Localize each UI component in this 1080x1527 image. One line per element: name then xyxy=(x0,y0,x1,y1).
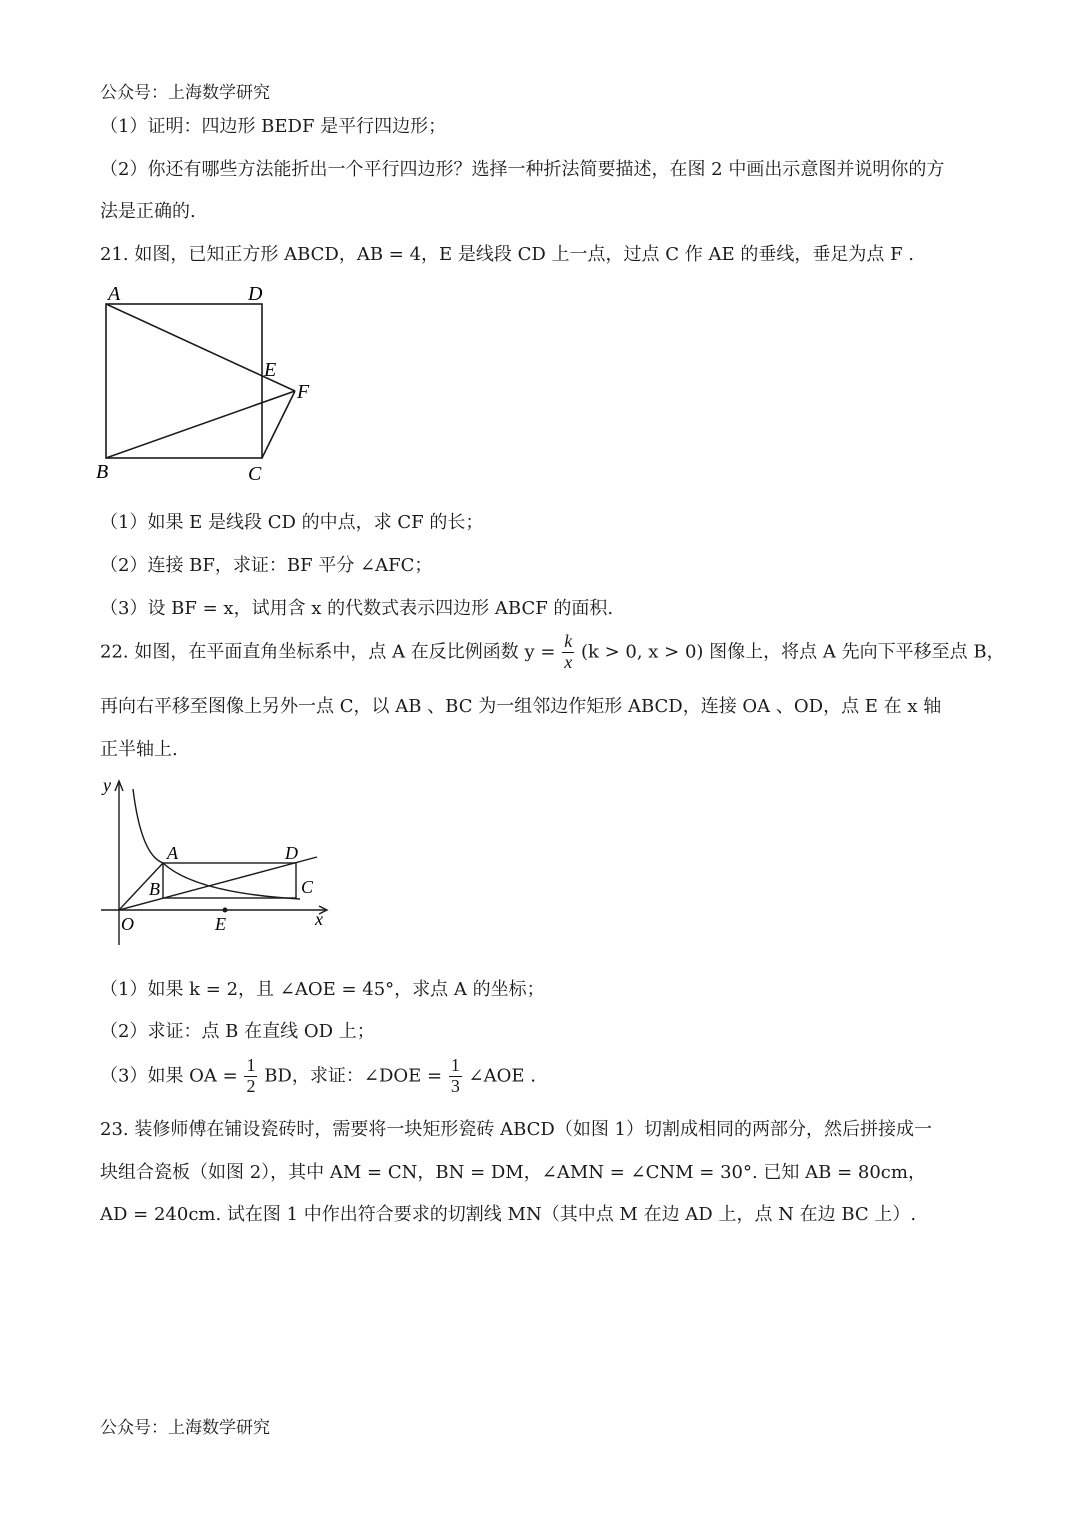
q20-part2-line2: 法是正确的. xyxy=(100,201,196,222)
q21-label-a: A xyxy=(108,283,121,305)
q22-label-y: y xyxy=(103,775,111,795)
q22-stem-line3: 正半轴上. xyxy=(100,739,178,760)
q21-label-d: D xyxy=(248,283,263,305)
q20-part1: （1）证明：四边形 BEDF 是平行四边形； xyxy=(100,116,447,137)
q21-part3: （3）设 BF = x，试用含 x 的代数式表示四边形 ABCF 的面积. xyxy=(100,598,614,619)
q21-label-f: F xyxy=(297,381,310,403)
q22-stem-line1 xyxy=(100,631,1005,673)
q22-label-c: C xyxy=(301,877,314,897)
q22-fraction-den: x xyxy=(564,651,573,672)
q22-part3-fraction2 xyxy=(449,1056,462,1097)
q21-figure xyxy=(90,278,330,488)
q22-stem-a: 22. 如图，在平面直角坐标系中，点 A 在反比例函数 y = xyxy=(100,641,556,663)
q21-label-e: E xyxy=(264,359,277,381)
q23-line3: AD = 240cm. 试在图 1 中作出符合要求的切割线 MN（其中点 M 在边 AD 上，点 N 在边 BC 上）. xyxy=(100,1204,917,1225)
q22-stem-line2: 再向右平移至图像上另外一点 C，以 AB 、BC 为一组邻边作矩形 ABCD，连接 OA 、OD，点 E 在 x 轴 xyxy=(100,696,942,717)
q22-part3 xyxy=(100,1056,990,1097)
q22-label-e: E xyxy=(215,914,226,934)
q22-part3-fraction1-num: 1 xyxy=(246,1055,256,1075)
page-footer: 公众号：上海数学研究 xyxy=(100,1418,270,1438)
q22-fraction-num: k xyxy=(564,631,573,651)
q22-part3-fraction1 xyxy=(244,1056,257,1097)
q21-part2: （2）连接 BF，求证：BF 平分 ∠AFC； xyxy=(100,555,433,576)
q22-part2: （2）求证：点 B 在直线 OD 上； xyxy=(100,1021,375,1042)
q22-part3-fraction1-den: 2 xyxy=(246,1075,256,1096)
q22-stem-b: (k > 0, x > 0) 图像上，将点 A 先向下平移至点 B， xyxy=(580,641,1005,663)
q22-part3-b: BD，求证：∠DOE = xyxy=(264,1065,443,1087)
q23-line2: 块组合瓷板（如图 2），其中 AM = CN，BN = DM，∠AMN = ∠CNM = 30°. 已知 AB = 80cm， xyxy=(100,1162,926,1183)
page-header: 公众号：上海数学研究 xyxy=(100,83,270,103)
q22-label-x: x xyxy=(315,909,323,929)
q22-label-b: B xyxy=(149,879,160,899)
q21-part1: （1）如果 E 是线段 CD 的中点，求 CF 的长； xyxy=(100,512,484,533)
q22-part3-fraction2-num: 1 xyxy=(450,1055,460,1075)
q22-label-d: D xyxy=(285,843,298,863)
q21-label-c: C xyxy=(248,463,262,485)
q22-label-a: A xyxy=(167,843,178,863)
q21-stem: 21. 如图，已知正方形 ABCD，AB = 4，E 是线段 CD 上一点，过点 C 作 AE 的垂线，垂足为点 F . xyxy=(100,244,914,265)
q22-figure xyxy=(95,775,345,950)
q21-label-b: B xyxy=(96,461,109,483)
q22-part3-fraction2-den: 3 xyxy=(450,1075,460,1096)
q22-part1: （1）如果 k = 2，且 ∠AOE = 45°，求点 A 的坐标； xyxy=(100,979,545,1000)
q22-part3-c: ∠AOE . xyxy=(468,1065,536,1087)
q20-part2-line1: （2）你还有哪些方法能折出一个平行四边形？选择一种折法简要描述，在图 2 中画出示意图并说明你的方 xyxy=(100,159,945,180)
q22-part3-a: （3）如果 OA = xyxy=(100,1065,238,1087)
q22-fraction xyxy=(562,632,574,673)
q22-label-o: O xyxy=(121,914,134,934)
q23-line1: 23. 装修师傅在铺设瓷砖时，需要将一块矩形瓷砖 ABCD（如图 1）切割成相同的两部分，然后拼接成一 xyxy=(100,1119,933,1140)
